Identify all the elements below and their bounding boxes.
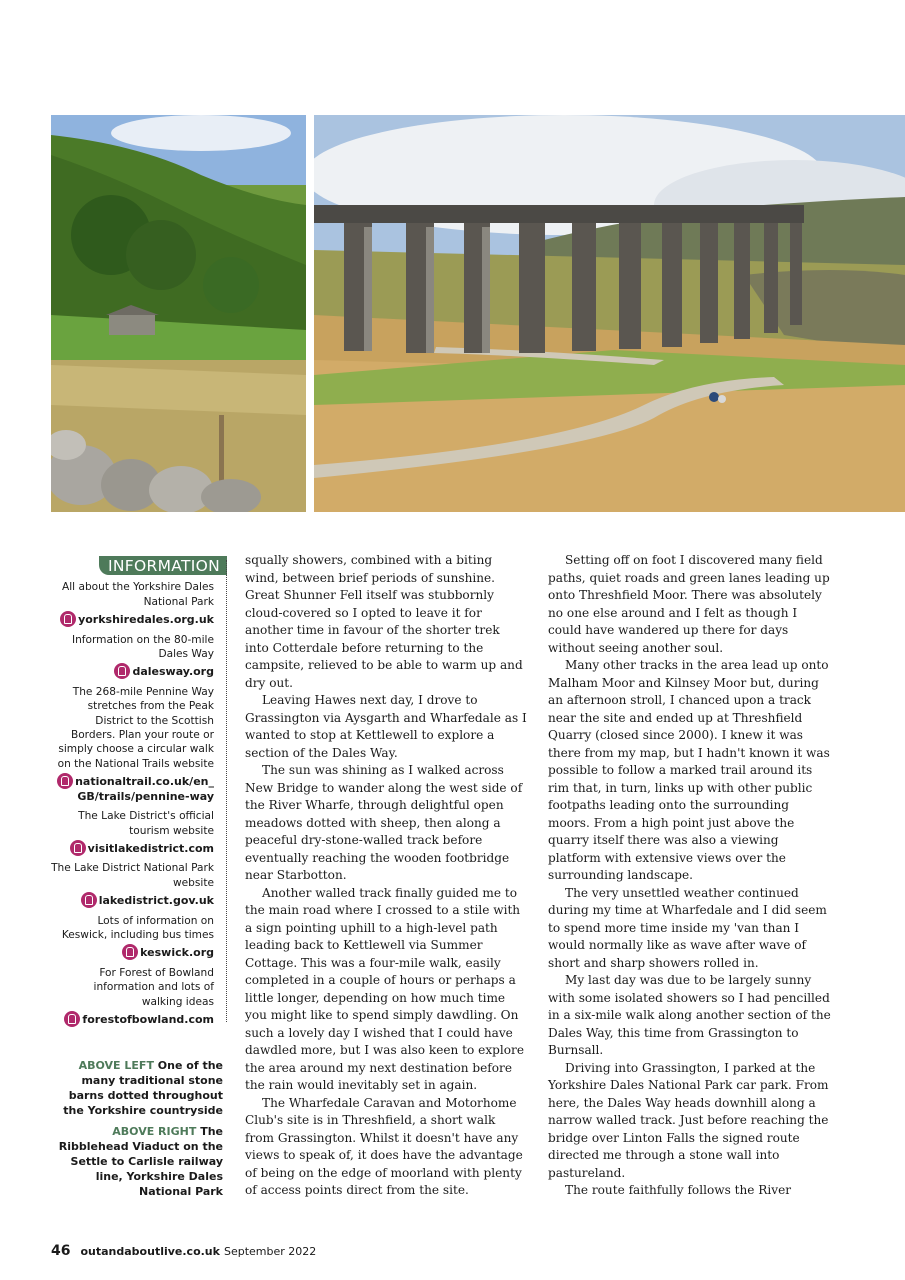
sidebar-divider [226, 560, 227, 1022]
link-icon [122, 944, 138, 960]
caption-text: The Ribblehead Viaduct on the Settle to Carlisle railway line, Yorkshire Dales National Park [58, 1125, 223, 1198]
caption-label: ABOVE LEFT [78, 1059, 154, 1072]
info-entry [51, 914, 225, 961]
article-paragraph: The route faithfully follows the River [565, 1183, 792, 1197]
footer-website: outandaboutlive.co.uk [80, 1245, 220, 1258]
info-entry-link[interactable] [51, 892, 214, 908]
article-column-1 [245, 552, 527, 1200]
photo-captions [51, 1058, 223, 1205]
info-entry-description: Information on the 80-mile Dales Way [71, 633, 214, 661]
info-entry-description: All about the Yorkshire Dales National Park [61, 581, 214, 608]
article-column-2 [548, 552, 832, 1200]
info-entry-link[interactable] [51, 840, 214, 856]
info-entry-link-text[interactable]: nationaltrail.co.uk/en_ GB/trails/pennine-way [75, 775, 214, 803]
info-entry-link[interactable] [51, 663, 214, 679]
article-paragraph: Setting off on foot I discovered many field paths, quiet roads and green lanes leading up onto Threshfield Moor. There was absolutely no one else around and I felt as though I could have wandered up there for days without seeing another soul. [548, 553, 830, 655]
photo-stone-barn [51, 115, 306, 512]
info-entry-link-text[interactable]: forestofbowland.com [82, 1012, 214, 1026]
article-paragraph: The sun was shining as I walked across New Bridge to wander along the west side of the River Wharfe, through delightful open meadows dotted with sheep, then along a peaceful dry-stone-walled track before eventually reaching the wooden footbridge near Starbotton. [245, 763, 523, 882]
article-paragraph: Driving into Grassington, I parked at the Yorkshire Dales National Park car park. From here, the Dales Way heads downhill along a narrow walled track. Just before reaching the bridge over Linton Falls the signed route directed me through a stone wall into pastureland. [548, 1060, 829, 1180]
link-icon [57, 773, 73, 789]
article-paragraph: Many other tracks in the area lead up onto Malham Moor and Kilnsey Moor but, during an afternoon stroll, I chanced upon a track near the site and ended up at Threshfield Quarry (closed since 2000). I knew it was there from my map, but I hadn't known it was possible to follow a marked trail around its rim that, in turn, links up with other public footpaths leading onto the surrounding moors. From a high point just above the quarry itself there was also a viewing platform with extensive views over the surrounding landscape. [548, 658, 830, 882]
info-entry-description: Lots of information on Keswick, including bus times [61, 914, 214, 941]
link-icon [114, 663, 130, 679]
info-entry [51, 966, 225, 1028]
info-entry [51, 580, 225, 627]
caption-above-right [51, 1124, 223, 1199]
link-icon [70, 840, 86, 856]
info-entry-description: The Lake District's official tourism website [78, 810, 214, 837]
article-paragraph: The very unsettled weather continued during my time at Wharfedale and I did seem to spend more time inside my 'van than I would normally like as wave after wave of short and sharp showers rolled in. [548, 885, 827, 970]
info-entry [51, 861, 225, 908]
info-entry-link[interactable] [51, 1011, 214, 1027]
info-entry-description: The Lake District National Park website [51, 862, 214, 889]
article-paragraph: The Wharfedale Caravan and Motorhome Club's site is in Threshfield, a short walk from Grassington. Whilst it doesn't have any views to speak of, it does have the advantage of being on the edge of moorland with plenty of access points direct from the site. [245, 1095, 523, 1197]
info-entry-link-text[interactable]: visitlakedistrict.com [87, 841, 214, 855]
page-number: 46 [51, 1243, 71, 1259]
info-entry [51, 685, 225, 804]
article-paragraph: My last day was due to be largely sunny with some isolated showers so I had pencilled in a six-mile walk along another section of the Dales Way, this time from Grassington to Burnsall. [548, 973, 831, 1057]
article-paragraph: Another walled track finally guided me to the main road where I crossed to a stile with a sign pointing uphill to a high-level path leading back to Kettlewell via Summer Cottage. This was a four-mile walk, easily completed in a couple of hours or perhaps a little longer, depending on how much time you might like to spend simply dawdling. On such a lovely day I wished that I could have dawdled more, but I was also keen to explore the area around my next destination before the rain would inevitably set in again. [245, 885, 524, 1092]
info-entry-link[interactable] [51, 773, 214, 804]
info-entry-link-text[interactable]: keswick.org [140, 946, 214, 960]
link-icon [60, 611, 76, 627]
footer-issue-date: September 2022 [223, 1245, 317, 1258]
article-paragraph: Leaving Hawes next day, I drove to Grassington via Aysgarth and Wharfedale as I wanted to stop at Kettlewell to explore a section of the Dales Way. [245, 693, 527, 760]
article-paragraph: squally showers, combined with a biting wind, between brief periods of sunshine. Great Shunner Fell itself was stubbornly cloud-covered so I opted to leave it for another time in favour of the shorter trek into Cotterdale before returning to the campsite, relieved to be able to warm up and dry out. [245, 553, 523, 690]
page-footer [51, 1243, 316, 1259]
info-entry-description: For Forest of Bowland information and lots of walking ideas [93, 966, 214, 1008]
info-entry-link-text[interactable]: dalesway.org [132, 665, 214, 679]
info-entry-link[interactable] [51, 944, 214, 960]
info-entry-link[interactable] [51, 611, 214, 627]
caption-label: ABOVE RIGHT [112, 1125, 197, 1138]
link-icon [64, 1011, 80, 1027]
caption-text: One of the many traditional stone barns dotted throughout the Yorkshire countryside [63, 1059, 223, 1117]
caption-above-left [51, 1058, 223, 1118]
information-heading: INFORMATION [99, 556, 227, 575]
info-entry-link-text[interactable]: lakedistrict.gov.uk [98, 894, 214, 908]
info-entry-description: The 268-mile Pennine Way stretches from the Peak District to the Scottish Borders. Plan your route or simply choose a circular walk on the National Trails website [57, 685, 214, 770]
photo-ribblehead-viaduct [314, 115, 905, 512]
info-entry-link-text[interactable]: yorkshiredales.org.uk [78, 613, 214, 627]
info-entry [51, 633, 225, 680]
info-entry [51, 809, 225, 856]
information-sidebar [51, 556, 225, 1027]
link-icon [81, 892, 97, 908]
